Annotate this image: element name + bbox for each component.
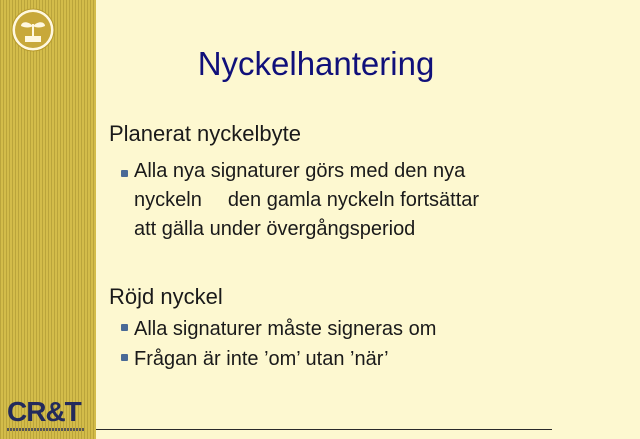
bullet-line: Alla nya signaturer görs med den nya xyxy=(134,160,466,182)
crt-logo: CR&T xyxy=(7,396,81,427)
bullet-icon xyxy=(121,170,128,177)
sprout-logo-icon xyxy=(11,8,55,52)
bullet-line-part: nyckeln xyxy=(134,189,202,211)
bullet-line-part: den gamla nyckeln fortsättar xyxy=(227,189,480,211)
footer-divider xyxy=(96,429,552,430)
section-heading-compromised: Röjd nyckel xyxy=(109,284,223,309)
sidebar-strip xyxy=(0,0,96,439)
slide-title: Nyckelhantering xyxy=(197,45,435,82)
bullet-line: att gälla under övergångsperiod xyxy=(134,218,416,240)
bullet-line xyxy=(134,186,479,215)
bullet-icon xyxy=(121,354,128,361)
crt-logo-subtitle xyxy=(7,428,85,431)
bullet-text-resign: Alla signaturer måste signeras om xyxy=(134,318,437,340)
bullet-icon xyxy=(121,324,128,331)
section-heading-planned: Planerat nyckelbyte xyxy=(109,121,301,146)
bullet-text-question: Frågan är inte ’om’ utan ’när’ xyxy=(134,348,389,370)
bullet-text-planned xyxy=(134,157,479,244)
